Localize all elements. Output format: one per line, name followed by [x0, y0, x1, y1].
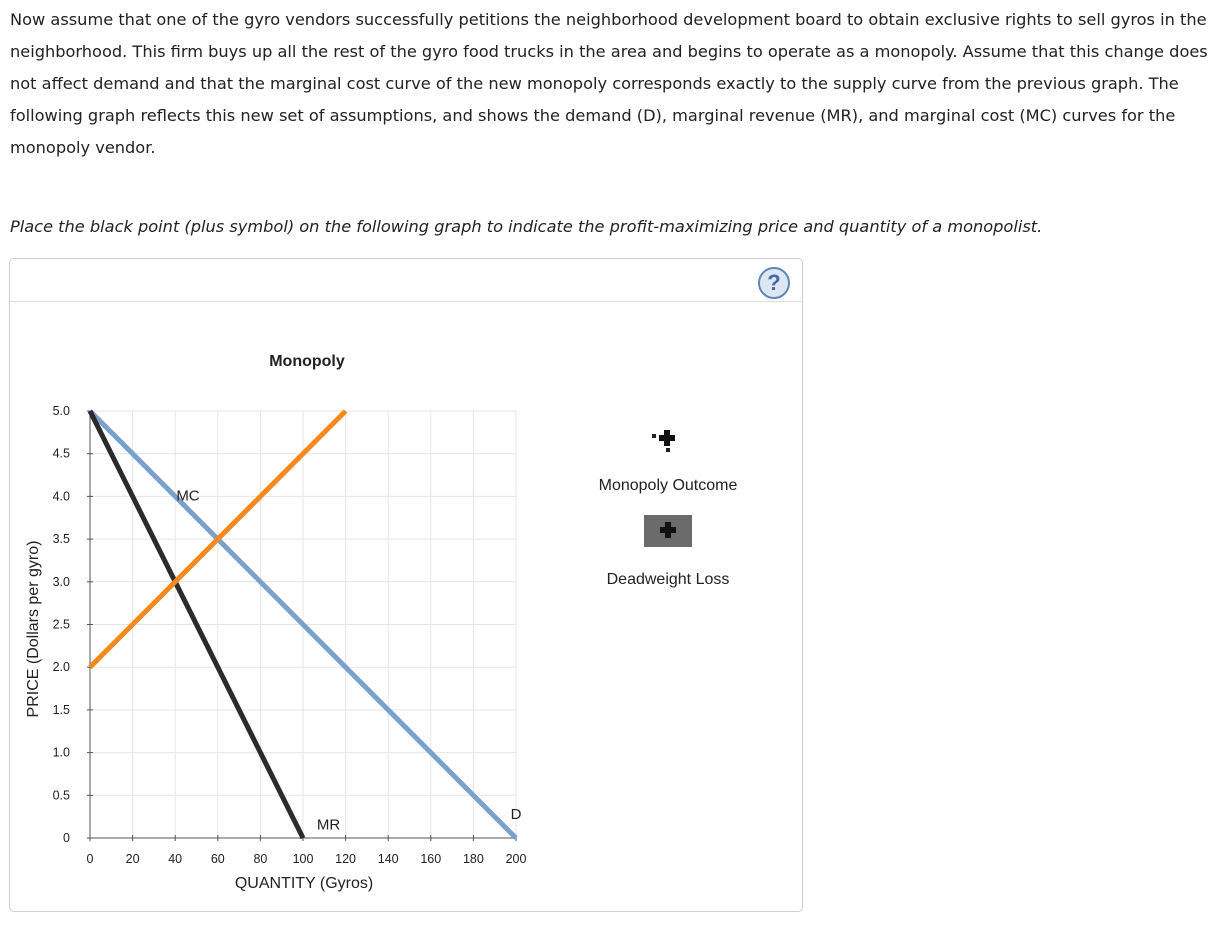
monopoly-outcome-tool[interactable]	[652, 430, 675, 452]
deadweight-loss-tool[interactable]	[644, 515, 692, 547]
demand-label: D	[510, 806, 522, 824]
y-tick-label: 4.0	[52, 489, 70, 504]
x-tick-label: 40	[168, 852, 183, 866]
y-tick-label: 0.5	[52, 788, 70, 803]
x-tick-label: 180	[462, 852, 484, 866]
y-tick-label: 5.0	[52, 404, 70, 418]
mc-label: MC	[176, 487, 200, 505]
x-tick-label: 140	[377, 852, 399, 866]
mr-label: MR	[316, 816, 341, 834]
x-tick-label: 120	[335, 852, 357, 866]
y-tick-label: 4.5	[52, 446, 70, 461]
x-tick-label: 200	[505, 852, 527, 866]
help-icon[interactable]: ?	[758, 267, 790, 299]
x-tick-label: 100	[292, 852, 314, 866]
x-tick-label: 60	[210, 852, 225, 866]
y-tick-label: 2.5	[52, 617, 70, 632]
guide-dash-h	[652, 434, 656, 438]
x-axis-label: QUANTITY (Gyros)	[234, 875, 374, 892]
instruction-text: Place the black point (plus symbol) on the following graph to indicate the profit-maximizing price and quantity of a monopolist.	[10, 217, 1043, 236]
x-tick-label: 20	[125, 852, 140, 866]
intro-paragraph: Now assume that one of the gyro vendors successfully petitions the neighborhood development board to obtain exclusive rights to sell gyros in the neighborhood. This firm buys up all the rest of the gyro food trucks in the area and begins to operate as a monopoly. Assume that this change does not affect demand and that the marginal cost curve of the new monopoly corresponds exactly to the supply curve from the previous graph. The following graph reflects this new set of assumptions, and shows the demand (D), marginal revenue (MR), and marginal cost (MC) curves for the monopoly vendor.	[10, 10, 1208, 157]
y-axis-label: PRICE (Dollars per gyro)	[25, 540, 42, 718]
chart-title: Monopoly	[269, 353, 345, 370]
y-tick-label: 1.5	[52, 702, 70, 717]
y-tick-label: 2.0	[52, 660, 70, 675]
y-tick-label: 3.5	[52, 532, 70, 547]
x-tick-label: 160	[420, 852, 442, 866]
graph-panel	[9, 258, 803, 912]
x-tick-label: 0	[86, 852, 94, 866]
plus-icon	[659, 430, 675, 446]
y-tick-label: 0	[63, 831, 70, 845]
guide-dash-v	[666, 448, 670, 452]
y-tick-label: 1.0	[52, 745, 70, 760]
y-tick-label: 3.0	[52, 574, 70, 589]
deadweight-loss-label: Deadweight Loss	[606, 571, 730, 588]
monopoly-outcome-label: Monopoly Outcome	[598, 477, 738, 494]
x-tick-label: 80	[253, 852, 268, 866]
